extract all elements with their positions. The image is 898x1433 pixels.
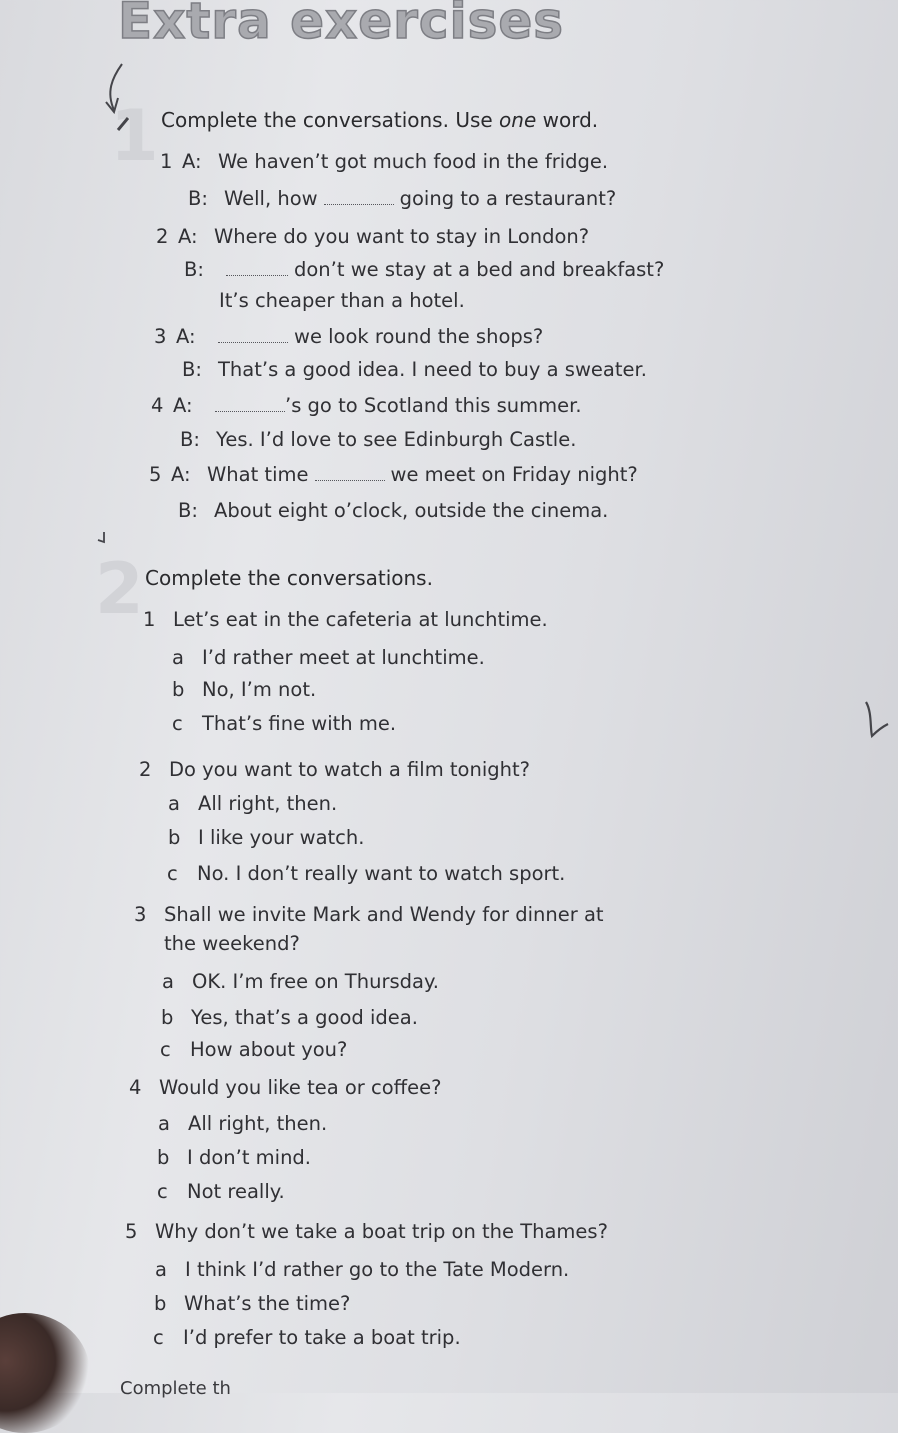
answer-blank[interactable] [226, 261, 288, 276]
ex1-item-1-b: B: Well, how going to a restaurant? [188, 187, 617, 210]
ex2-option-2c[interactable]: c No. I don’t really want to watch sport. [167, 862, 566, 885]
ex2-question-4: 4 Would you like tea or coffee? [129, 1076, 442, 1099]
ex2-option-2a[interactable]: a All right, then. [168, 792, 338, 815]
ex1-item-1-a: 1 A: We haven’t got much food in the fridge. [160, 150, 609, 173]
pen-tick-mark-small [92, 528, 112, 548]
ex1-item-2-b: B: don’t we stay at a bed and breakfast? [184, 258, 665, 281]
ex2-option-4a[interactable]: a All right, then. [158, 1112, 328, 1135]
pen-tick-mark [858, 698, 892, 742]
answer-blank[interactable] [215, 397, 285, 412]
ex2-question-3-cont: the weekend? [164, 932, 300, 955]
next-exercise-partial: Complete th [120, 1378, 231, 1399]
ex1-item-5-a: 5 A: What time we meet on Friday night? [149, 463, 638, 486]
ex2-question-2: 2 Do you want to watch a film tonight? [139, 758, 530, 781]
pen-arrow-mark [96, 60, 136, 135]
finger-shadow [0, 1313, 90, 1433]
ex2-option-3c[interactable]: c How about you? [160, 1038, 348, 1061]
ex2-option-1b[interactable]: b No, I’m not. [172, 678, 317, 701]
exercise-number-1: 1 [110, 95, 159, 177]
ex2-option-5c[interactable]: c I’d prefer to take a boat trip. [153, 1326, 461, 1349]
ex2-option-3a[interactable]: a OK. I’m free on Thursday. [162, 970, 439, 993]
ex1-item-4-b: B: Yes. I’d love to see Edinburgh Castle. [180, 428, 577, 451]
ex2-option-5b[interactable]: b What’s the time? [154, 1292, 351, 1315]
ex1-item-2-a: 2 A: Where do you want to stay in London? [156, 225, 590, 248]
exercise-1-instruction: Complete the conversations. Use one word. [161, 108, 599, 132]
ex2-option-4b[interactable]: b I don’t mind. [157, 1146, 312, 1169]
ex2-question-1: 1 Let’s eat in the cafeteria at lunchtime. [143, 608, 548, 631]
answer-blank[interactable] [315, 466, 385, 481]
exercise-number-2: 2 [95, 548, 144, 630]
ex1-item-2-b-cont: It’s cheaper than a hotel. [219, 289, 465, 312]
answer-blank[interactable] [218, 328, 288, 343]
ex1-item-3-b: B: That’s a good idea. I need to buy a sweater. [182, 358, 647, 381]
ex1-item-3-a: 3 A: we look round the shops? [154, 325, 544, 348]
ex2-option-1a[interactable]: a I’d rather meet at lunchtime. [172, 646, 485, 669]
ex2-option-2b[interactable]: b I like your watch. [168, 826, 365, 849]
ex1-item-5-b: B: About eight o’clock, outside the cinema. [178, 499, 609, 522]
exercise-2-instruction: Complete the conversations. [145, 566, 433, 590]
ex2-option-4c[interactable]: c Not really. [157, 1180, 285, 1203]
answer-blank[interactable] [324, 190, 394, 205]
page-title: Extra exercises [118, 0, 565, 50]
ex1-item-4-a: 4 A: ’s go to Scotland this summer. [151, 394, 582, 417]
ex2-option-5a[interactable]: a I think I’d rather go to the Tate Modern. [155, 1258, 570, 1281]
ex2-option-3b[interactable]: b Yes, that’s a good idea. [161, 1006, 418, 1029]
ex2-option-1c[interactable]: c That’s fine with me. [172, 712, 397, 735]
ex2-question-3: 3 Shall we invite Mark and Wendy for dinner at [134, 903, 604, 926]
ex2-question-5: 5 Why don’t we take a boat trip on the Thames? [125, 1220, 608, 1243]
